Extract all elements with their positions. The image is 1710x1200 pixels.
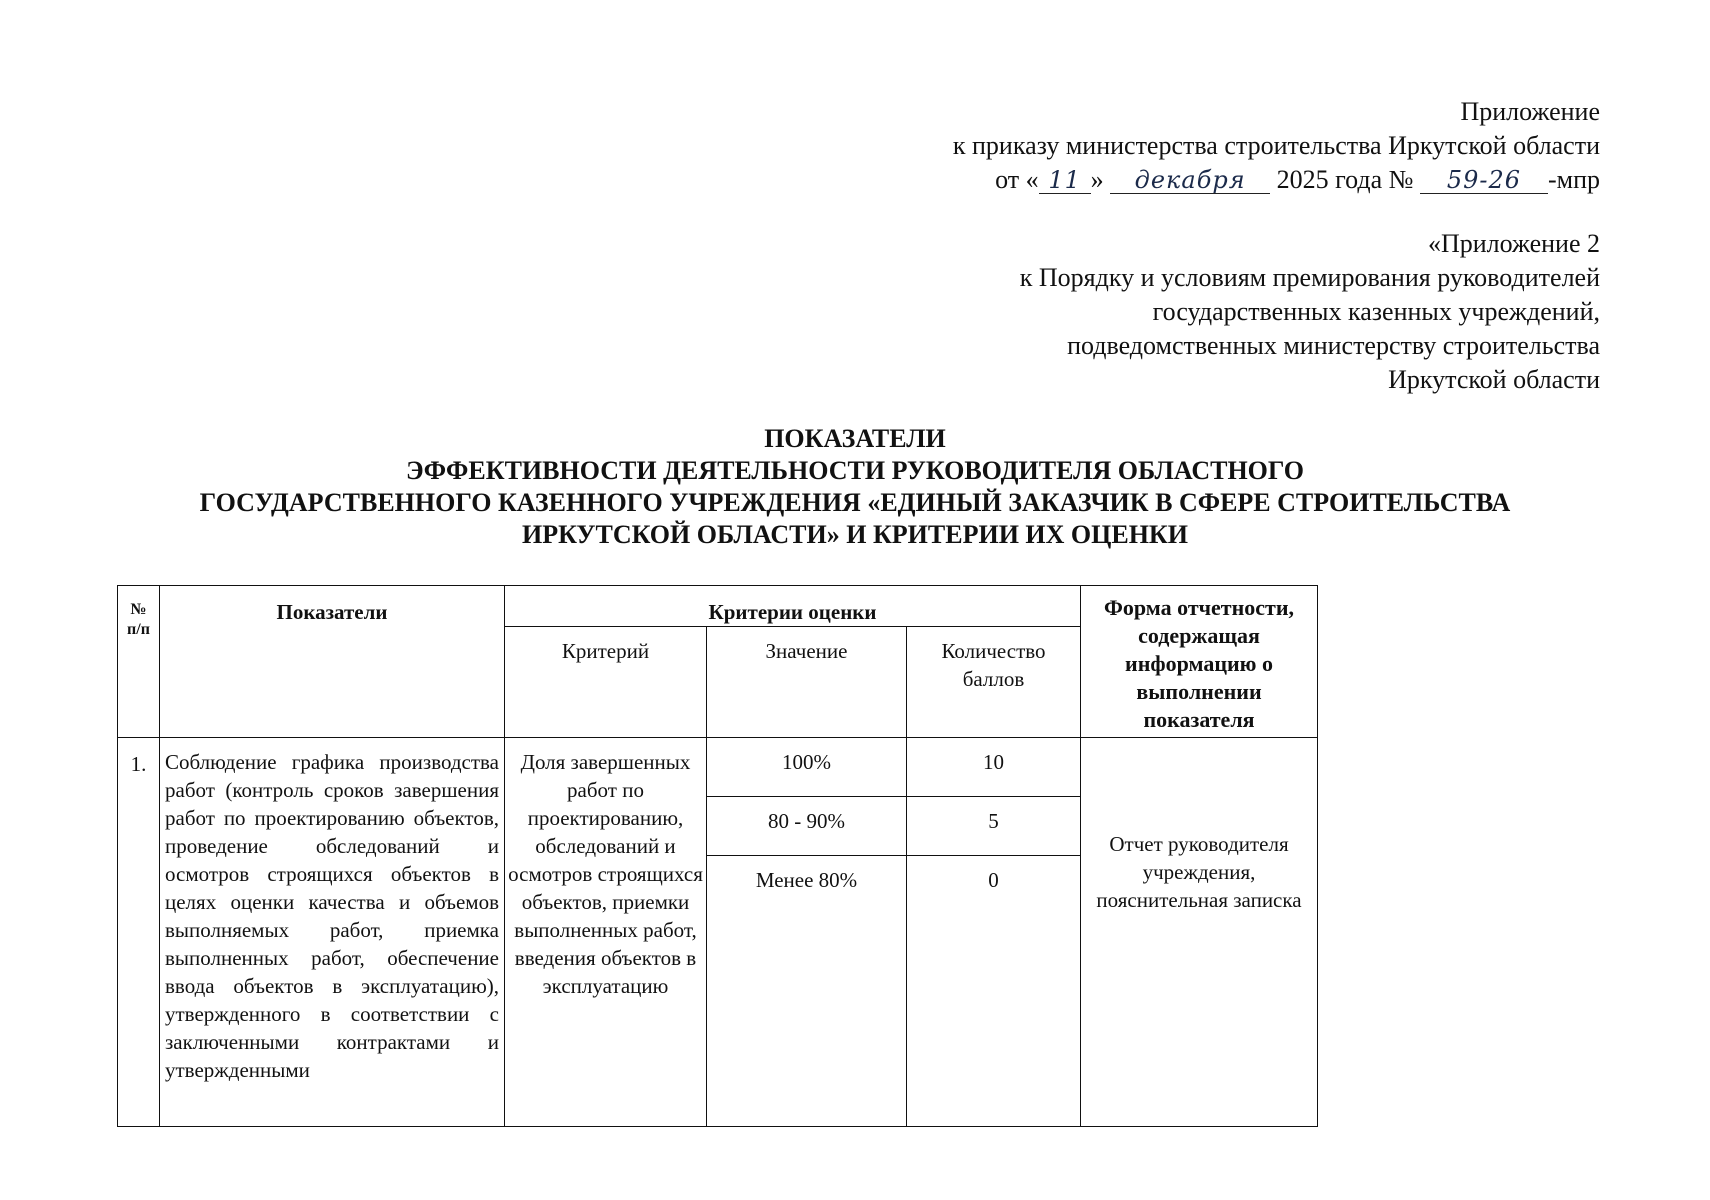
header-value: Значение <box>707 627 907 738</box>
date-prefix: от « <box>995 165 1039 194</box>
header-points-line-1: Количество <box>941 639 1046 663</box>
criterion-text: Доля завершенных работ по проектированию, обследований и осмотров строящихся объектов, приемки выполненных работ, введения объектов в эксплуатацию <box>505 738 707 1127</box>
title-line-4: ИРКУТСКОЙ ОБЛАСТИ» И КРИТЕРИИ ИХ ОЦЕНКИ <box>521 520 1189 549</box>
header-report-form: Форма отчетности, содержащая информацию о выполнении показателя <box>1081 586 1318 738</box>
attachment-header <box>953 95 1600 197</box>
title-line-2: ЭФФЕКТИВНОСТИ ДЕЯТЕЛЬНОСТИ РУКОВОДИТЕЛЯ ОБЛАСТНОГО <box>405 456 1305 485</box>
order-month-handwritten: декабря <box>1110 167 1270 194</box>
title-line-3: ГОСУДАРСТВЕННОГО КАЗЕННОГО УЧРЕЖДЕНИЯ «ЕДИНЫЙ ЗАКАЗЧИК В СФЕРЕ СТРОИТЕЛЬСТВА <box>199 488 1511 517</box>
appendix-header <box>1020 227 1600 397</box>
value-cell: 80 - 90% <box>707 797 907 856</box>
appendix-line-3: государственных казенных учреждений, <box>1152 297 1600 326</box>
report-form-cell <box>1081 738 1318 1127</box>
title-line-1: ПОКАЗАТЕЛИ <box>764 424 946 453</box>
header-indicators: Показатели <box>160 586 505 738</box>
date-day-close: » <box>1090 165 1104 194</box>
order-number-handwritten: 59-26 <box>1420 167 1548 194</box>
appendix-line-5: Иркутской области <box>1388 365 1600 394</box>
indicator-text: Соблюдение графика производства работ (контроль сроков завершения работ по проектированию объектов, проведение обследований и осмотров строящихся объектов в целях оценки качества и объемов выполняемых работ, приемка выполненных работ, обеспечение ввода объектов в эксплуатацию), утвержденного в соответствии с заключенными контрактами и утвержденными <box>160 738 505 1127</box>
points-cell: 10 <box>907 738 1081 797</box>
points-cell: 0 <box>907 856 1081 1127</box>
table-header-row <box>118 586 1318 627</box>
points-cell: 5 <box>907 797 1081 856</box>
order-day-handwritten: 11 <box>1039 167 1091 194</box>
header-number <box>118 586 160 738</box>
header-number-pp: п/п <box>127 621 150 638</box>
appendix-line-1: «Приложение 2 <box>1427 229 1600 258</box>
order-date-line <box>953 163 1600 197</box>
header-criterion: Критерий <box>505 627 707 738</box>
header-points <box>907 627 1081 738</box>
appendix-line-2: к Порядку и условиям премирования руководителей <box>1019 263 1600 292</box>
order-suffix: -мпр <box>1547 165 1600 194</box>
value-cell: 100% <box>707 738 907 797</box>
attachment-title: Приложение <box>1460 97 1600 126</box>
header-points-line-2: баллов <box>962 667 1025 691</box>
table-row <box>118 738 1318 797</box>
report-form-text: Отчет руководителя учреждения, пояснительная записка <box>1096 832 1302 912</box>
indicators-table <box>117 585 1318 1127</box>
document-title <box>0 423 1710 551</box>
value-cell: Менее 80% <box>707 856 907 1127</box>
appendix-line-4: подведомственных министерству строительства <box>1067 331 1600 360</box>
attachment-order-ref: к приказу министерства строительства Иркутской области <box>952 131 1600 160</box>
header-number-sign: № <box>130 601 147 618</box>
row-number: 1. <box>118 738 160 1127</box>
header-criteria-group: Критерии оценки <box>505 586 1081 627</box>
order-year-text: 2025 года № <box>1276 165 1414 194</box>
